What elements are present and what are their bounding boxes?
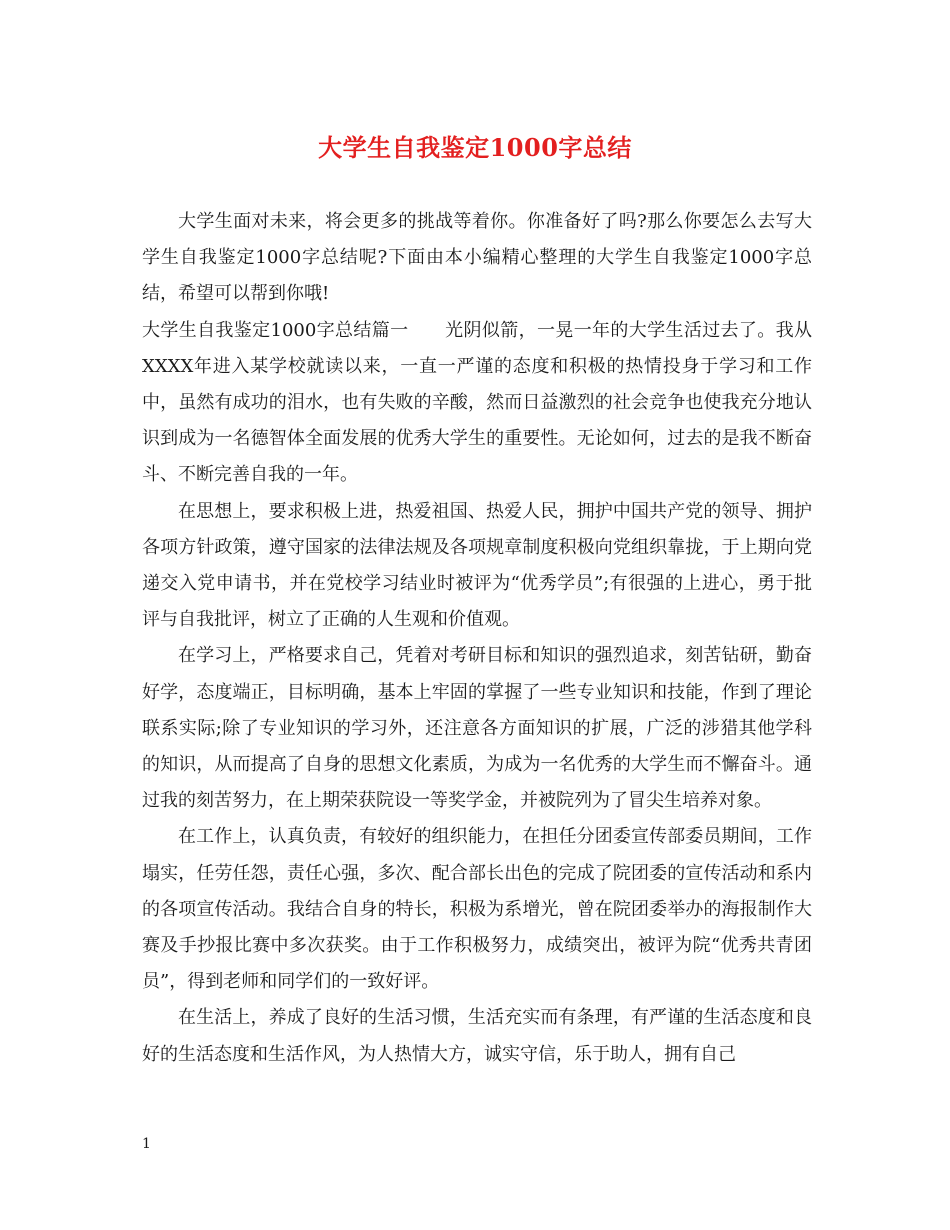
paragraph-section-one: 大学生自我鉴定1000字总结篇一 光阴似箭，一晃一年的大学生活过去了。我从XXXX年进入某学校就读以来，一直一严谨的态度和积极的热情投身于学习和工作中，虽然有成功的泪水，也有失败的辛酸，然而日益激烈的社会竞争也使我充分地认识到成为一名德智体全面发展的优秀大学生的重要性。无论如何，过去的是我不断奋斗、不断完善自我的一年。 [142, 319, 812, 486]
document-title: 大学生自我鉴定1000字总结 [318, 133, 632, 162]
paragraph-thought: 在思想上，要求积极上进，热爱祖国、热爱人民，拥护中国共产党的领导、拥护各项方针政策，遵守国家的法律法规及各项规章制度积极向党组织靠拢，于上期向党递交入党申请书，并在党校学习结业时被评为“优秀学员”;有很强的上进心，勇于批评与自我批评，树立了正确的人生观和价值观。 [142, 500, 812, 631]
paragraph-intro: 大学生面对未来，将会更多的挑战等着你。你准备好了吗?那么你要怎么去写大学生自我鉴定1000字总结呢?下面由本小编精心整理的大学生自我鉴定1000字总结，希望可以帮到你哦! [142, 211, 812, 305]
page-number: 1 [142, 1136, 151, 1152]
paragraph-life: 在生活上，养成了良好的生活习惯，生活充实而有条理，有严谨的生活态度和良好的生活态度和生活作风，为人热情大方，诚实守信，乐于助人，拥有自己 [142, 1007, 812, 1065]
paragraph-study: 在学习上，严格要求自己，凭着对考研目标和知识的强烈追求，刻苦钻研，勤奋好学，态度端正，目标明确，基本上牢固的掌握了一些专业知识和技能，作到了理论联系实际;除了专业知识的学习外，还注意各方面知识的扩展，广泛的涉猎其他学科的知识，从而提高了自身的思想文化素质，为成为一名优秀的大学生而不懈奋斗。通过我的刻苦努力，在上期荣获院设一等奖学金，并被院列为了冒尖生培养对象。 [142, 645, 812, 812]
paragraph-work: 在工作上，认真负责，有较好的组织能力，在担任分团委宣传部委员期间，工作塌实，任劳任怨，责任心强，多次、配合部长出色的完成了院团委的宣传活动和系内的各项宣传活动。我结合自身的特长，积极为系增光，曾在院团委举办的海报制作大赛及手抄报比赛中多次获奖。由于工作积极努力，成绩突出，被评为院“优秀共青团员”，得到老师和同学们的一致好评。 [142, 826, 812, 993]
document-body [142, 204, 812, 1073]
